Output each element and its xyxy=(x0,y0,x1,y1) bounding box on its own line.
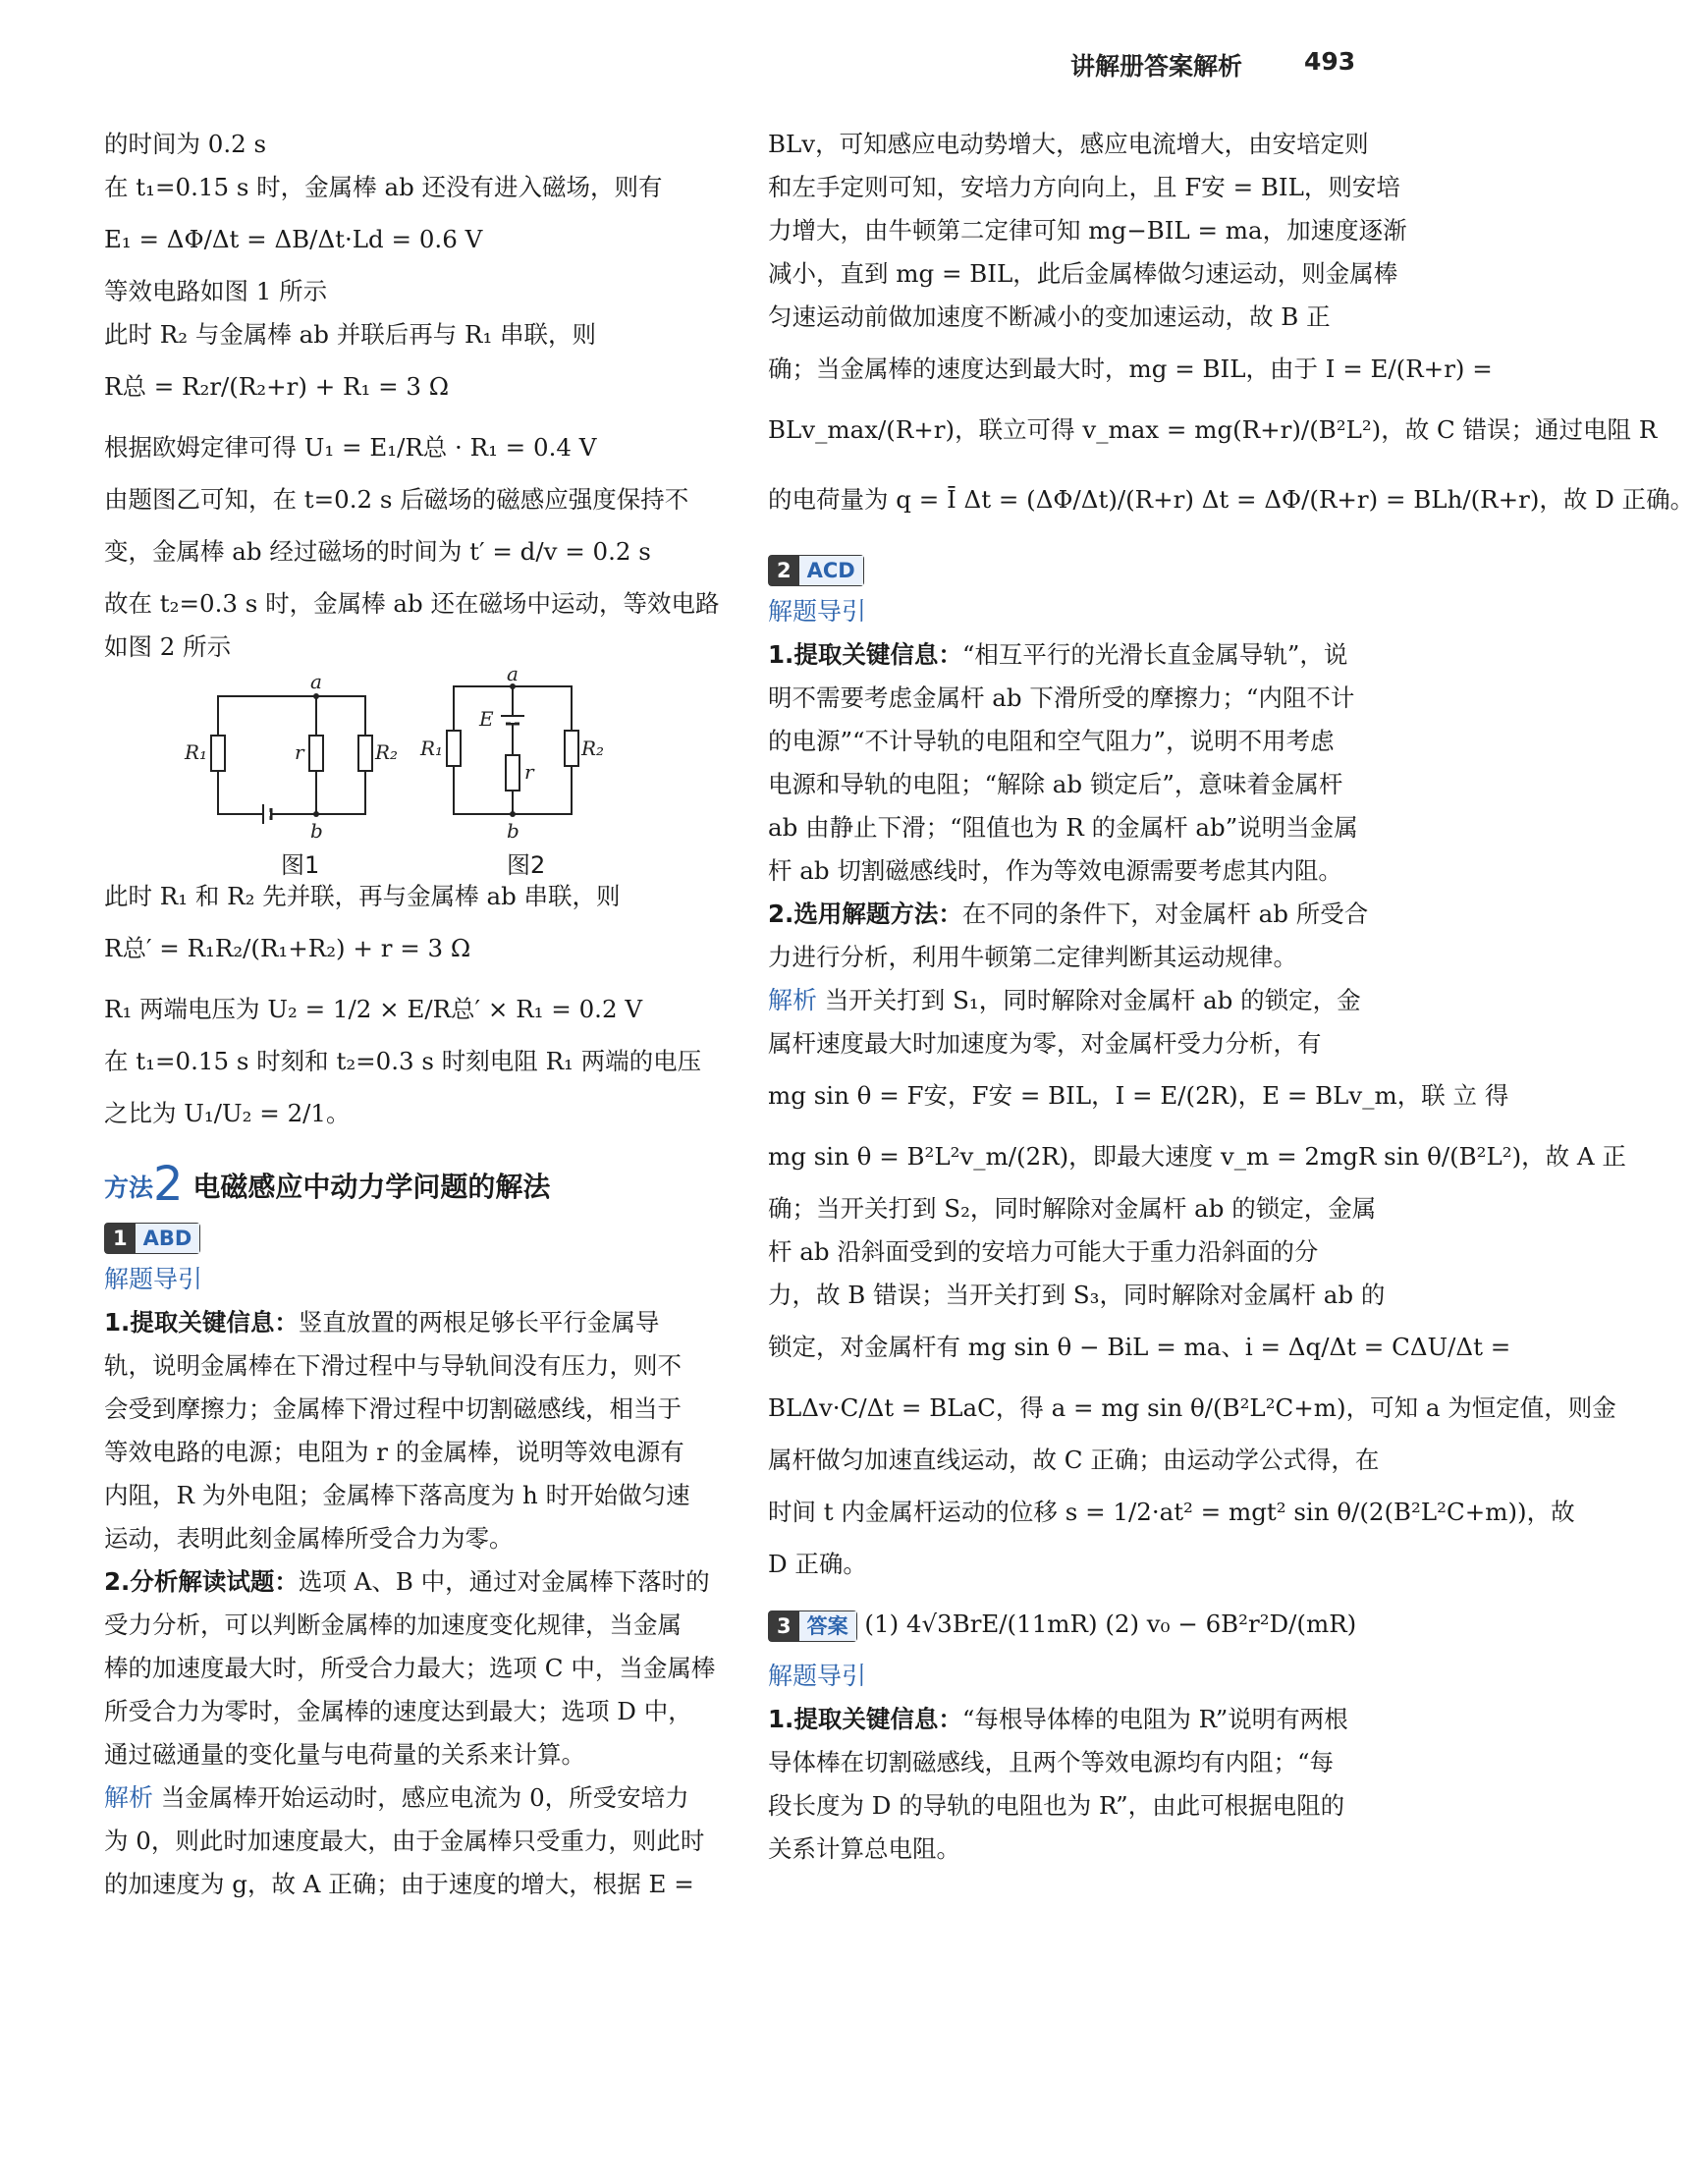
right-column xyxy=(768,123,1694,1871)
text-line: 力增大，由牛顿第二定律可知 mg−BIL = ma，加速度逐渐 xyxy=(768,216,1407,245)
text-line: 运动，表明此刻金属棒所受合力为零。 xyxy=(104,1524,514,1553)
guide-text: “每根导体棒的电阻为 R”说明有两根 xyxy=(961,1705,1348,1733)
guide-text: 选项 A、B 中，通过对金属棒下落时的 xyxy=(298,1567,710,1596)
formula-line: 根据欧姆定律可得 U₁ = E₁/R总 · R₁ = 0.4 V xyxy=(104,433,597,462)
text-line: 减小，直到 mg = BIL，此后金属棒做匀速运动，则金属棒 xyxy=(768,259,1398,288)
text-line: 杆 ab 沿斜面受到的安培力可能大于重力沿斜面的分 xyxy=(768,1237,1319,1266)
circuit-figures xyxy=(104,662,715,879)
fig1-label-r1: R₁ xyxy=(185,740,208,764)
formula-line: BLv_max/(R+r)，联立可得 v_max = mg(R+r)/(B²L²)，故 C 错误；通过电阻 R xyxy=(768,415,1658,444)
fig1-label-r: r xyxy=(295,740,304,764)
text-line: 会受到摩擦力；金属棒下滑过程中切割磁感线，相当于 xyxy=(104,1394,682,1423)
fig2-label-b: b xyxy=(507,819,519,843)
page-header xyxy=(1070,43,1365,82)
fig1-label-a: a xyxy=(310,670,322,693)
text-line: 在 t₁=0.15 s 时刻和 t₂=0.3 s 时刻电阻 R₁ 两端的电压 xyxy=(104,1047,702,1075)
method-number: 2 xyxy=(153,1157,184,1212)
guide-text: 竖直放置的两根足够长平行金属导 xyxy=(298,1308,660,1337)
text-line: 由题图乙可知，在 t=0.2 s 后磁场的磁感应强度保持不 xyxy=(104,485,689,514)
fig2-label-r: r xyxy=(524,760,534,784)
guide-text: 在不同的条件下，对金属杆 ab 所受合 xyxy=(961,900,1369,928)
formula-line: 锁定，对金属杆有 mg sin θ − BiL = ma、i = Δq/Δt = CΔU/Δt = xyxy=(768,1333,1511,1361)
q3-answer: (1) 4√3BrE/(11mR) (2) v₀ − 6B²r²D/(mR) xyxy=(864,1610,1357,1638)
formula-line: 之比为 U₁/U₂ = 2/1。 xyxy=(104,1099,351,1127)
left-column xyxy=(104,123,720,1906)
guide-heading: 解题导引 xyxy=(104,1265,203,1293)
text-line: 匀速运动前做加速度不断减小的变加速运动，故 B 正 xyxy=(768,302,1331,331)
formula-line: BLΔv·C/Δt = BLaC，得 a = mg sin θ/(B²L²C+m)，可知 a 为恒定值，则金 xyxy=(768,1393,1616,1422)
text-line: 段长度为 D 的导轨的电阻也为 R”，由此可根据电阻的 xyxy=(768,1791,1345,1820)
formula-line: 时间 t 内金属杆运动的位移 s = 1/2·at² = mgt² sin θ/(2(B²L²C+m))，故 xyxy=(768,1498,1575,1526)
badge-answer: ABD xyxy=(136,1224,200,1253)
text-line: 等效电路的电源；电阻为 r 的金属棒，说明等效电源有 xyxy=(104,1438,684,1466)
fig2-label-r1: R₁ xyxy=(420,737,444,760)
formula-line: R总 = R₂r/(R₂+r) + R₁ = 3 Ω xyxy=(104,372,450,401)
method-heading xyxy=(104,1154,715,1215)
formula-line: E₁ = ΔΦ/Δt = ΔB/Δt·Ld = 0.6 V xyxy=(104,225,483,253)
formula-line: 的电荷量为 q = Ī Δt = (ΔΦ/Δt)/(R+r) Δt = ΔΦ/(R+r) = BLh/(R+r)，故 D 正确。 xyxy=(768,485,1694,514)
fig1-label-r2: R₂ xyxy=(375,740,399,764)
text-line xyxy=(104,1560,715,1604)
figure-1-caption: 图1 xyxy=(281,851,320,879)
guide-heading: 解题导引 xyxy=(768,597,867,626)
method-title: 电磁感应中动力学问题的解法 xyxy=(192,1171,551,1203)
fig2-label-r2: R₂ xyxy=(581,737,605,760)
analysis-label: 解析 xyxy=(104,1783,154,1812)
formula-line: mg sin θ = B²L²v_m/(2R)，即最大速度 v_m = 2mgR sin θ/(B²L²)，故 A 正 xyxy=(768,1142,1626,1171)
page-number: 493 xyxy=(1304,47,1356,76)
text-line: D 正确。 xyxy=(768,1550,867,1578)
answer-badge-2 xyxy=(768,555,864,586)
text-line: 所受合力为零时，金属棒的速度达到最大；选项 D 中， xyxy=(104,1697,692,1725)
text-line: 此时 R₁ 和 R₂ 先并联，再与金属棒 ab 串联，则 xyxy=(104,882,621,910)
guide-keyword: 1.提取关键信息： xyxy=(768,640,962,669)
text-line: 在 t₁=0.15 s 时，金属棒 ab 还没有进入磁场，则有 xyxy=(104,173,663,201)
guide-keyword: 1.提取关键信息： xyxy=(104,1308,299,1337)
text-line: 轨，说明金属棒在下滑过程中与导轨间没有压力，则不 xyxy=(104,1351,682,1380)
formula-line: 确；当金属棒的速度达到最大时，mg = BIL，由于 I = E/(R+r) = xyxy=(768,355,1493,383)
method-label: 方法 xyxy=(104,1174,154,1202)
text-line: 导体棒在切割磁感线，且两个等效电源均有内阻；“每 xyxy=(768,1748,1335,1776)
formula-line: R总′ = R₁R₂/(R₁+R₂) + r = 3 Ω xyxy=(104,934,471,962)
badge-number: 2 xyxy=(769,556,799,585)
text-line: 属杆速度最大时加速度为零，对金属杆受力分析，有 xyxy=(768,1029,1322,1058)
text-line: 力进行分析，利用牛顿第二定律判断其运动规律。 xyxy=(768,943,1297,971)
text-line: 故在 t₂=0.3 s 时，金属棒 ab 还在磁场中运动，等效电路 xyxy=(104,589,720,618)
text-line: 如图 2 所示 xyxy=(104,632,232,661)
text-line: 和左手定则可知，安培力方向向上，且 F安 = BIL，则安培 xyxy=(768,173,1400,201)
text-line: 当金属棒开始运动时，感应电流为 0，所受安培力 xyxy=(160,1783,689,1812)
badge-number: 3 xyxy=(769,1611,799,1641)
badge-answer: ACD xyxy=(799,556,863,585)
fig2-label-a: a xyxy=(507,662,519,685)
figure-2-caption: 图2 xyxy=(507,851,546,879)
fig2-label-e: E xyxy=(479,707,494,731)
text-line: 属杆做匀加速直线运动，故 C 正确；由运动学公式得，在 xyxy=(768,1446,1380,1474)
text-line: 电源和导轨的电阻；“解除 ab 锁定后”，意味着金属杆 xyxy=(768,770,1343,798)
formula-line: R₁ 两端电压为 U₂ = 1/2 × E/R总′ × R₁ = 0.2 V xyxy=(104,995,643,1023)
text-line xyxy=(768,633,1383,677)
text-line: 等效电路如图 1 所示 xyxy=(104,277,328,305)
circuit-figure-1 xyxy=(211,696,372,824)
badge-number: 1 xyxy=(105,1224,136,1253)
fig1-label-b: b xyxy=(310,819,323,843)
text-line: 的时间为 0.2 s xyxy=(104,130,267,158)
text-line: 棒的加速度最大时，所受合力最大；选项 C 中，当金属棒 xyxy=(104,1654,716,1682)
text-line: 杆 ab 切割磁感线时，作为等效电源需要考虑其内阻。 xyxy=(768,856,1342,885)
answer-badge-1 xyxy=(104,1223,200,1254)
text-line: 明不需要考虑金属杆 ab 下滑所受的摩擦力；“内阻不计 xyxy=(768,683,1355,712)
text-line xyxy=(768,893,1383,936)
guide-keyword: 2.选用解题方法： xyxy=(768,900,962,928)
text-line: 力，故 B 错误；当开关打到 S₃，同时解除对金属杆 ab 的 xyxy=(768,1281,1386,1309)
formula-line: 变，金属棒 ab 经过磁场的时间为 t′ = d/v = 0.2 s xyxy=(104,537,651,566)
text-line: 为 0，则此时加速度最大，由于金属棒只受重力，则此时 xyxy=(104,1827,705,1855)
guide-text: “相互平行的光滑长直金属导轨”，说 xyxy=(961,640,1348,669)
text-line: 关系计算总电阻。 xyxy=(768,1834,960,1863)
text-line: 的电源”“不计导轨的电阻和空气阻力”，说明不用考虑 xyxy=(768,727,1335,755)
text-line: 确；当开关打到 S₂，同时解除对金属杆 ab 的锁定，金属 xyxy=(768,1194,1377,1223)
formula-line: mg sin θ = F安，F安 = BIL，I = E/(2R)，E = BLv_m，联 立 得 xyxy=(768,1081,1509,1110)
text-line: ab 由静止下滑；“阻值也为 R 的金属杆 ab”说明当金属 xyxy=(768,813,1358,842)
text-line: 内阻，R 为外电阻；金属棒下落高度为 h 时开始做匀速 xyxy=(104,1481,690,1509)
guide-keyword: 2.分析解读试题： xyxy=(104,1567,299,1596)
text-line xyxy=(104,1301,715,1344)
text-line: 此时 R₂ 与金属棒 ab 并联后再与 R₁ 串联，则 xyxy=(104,320,597,349)
circuit-diagrams-svg xyxy=(185,662,625,846)
circuit-figure-2 xyxy=(447,686,578,814)
text-line: BLv，可知感应电动势增大，感应电流增大，由安培定则 xyxy=(768,130,1369,158)
text-line: 的加速度为 g，故 A 正确；由于速度的增大，根据 E = xyxy=(104,1870,694,1898)
text-line: 受力分析，可以判断金属棒的加速度变化规律，当金属 xyxy=(104,1611,682,1639)
badge-answer: 答案 xyxy=(799,1611,856,1641)
text-line xyxy=(768,1698,1383,1741)
text-line: 当开关打到 S₁，同时解除对金属杆 ab 的锁定，金 xyxy=(824,986,1361,1014)
guide-keyword: 1.提取关键信息： xyxy=(768,1705,962,1733)
header-title: 讲解册答案解析 xyxy=(1070,52,1243,81)
guide-heading: 解题导引 xyxy=(768,1662,867,1690)
text-line: 通过磁通量的变化量与电荷量的关系来计算。 xyxy=(104,1740,585,1769)
answer-badge-3 xyxy=(768,1611,857,1642)
analysis-label: 解析 xyxy=(768,986,818,1014)
